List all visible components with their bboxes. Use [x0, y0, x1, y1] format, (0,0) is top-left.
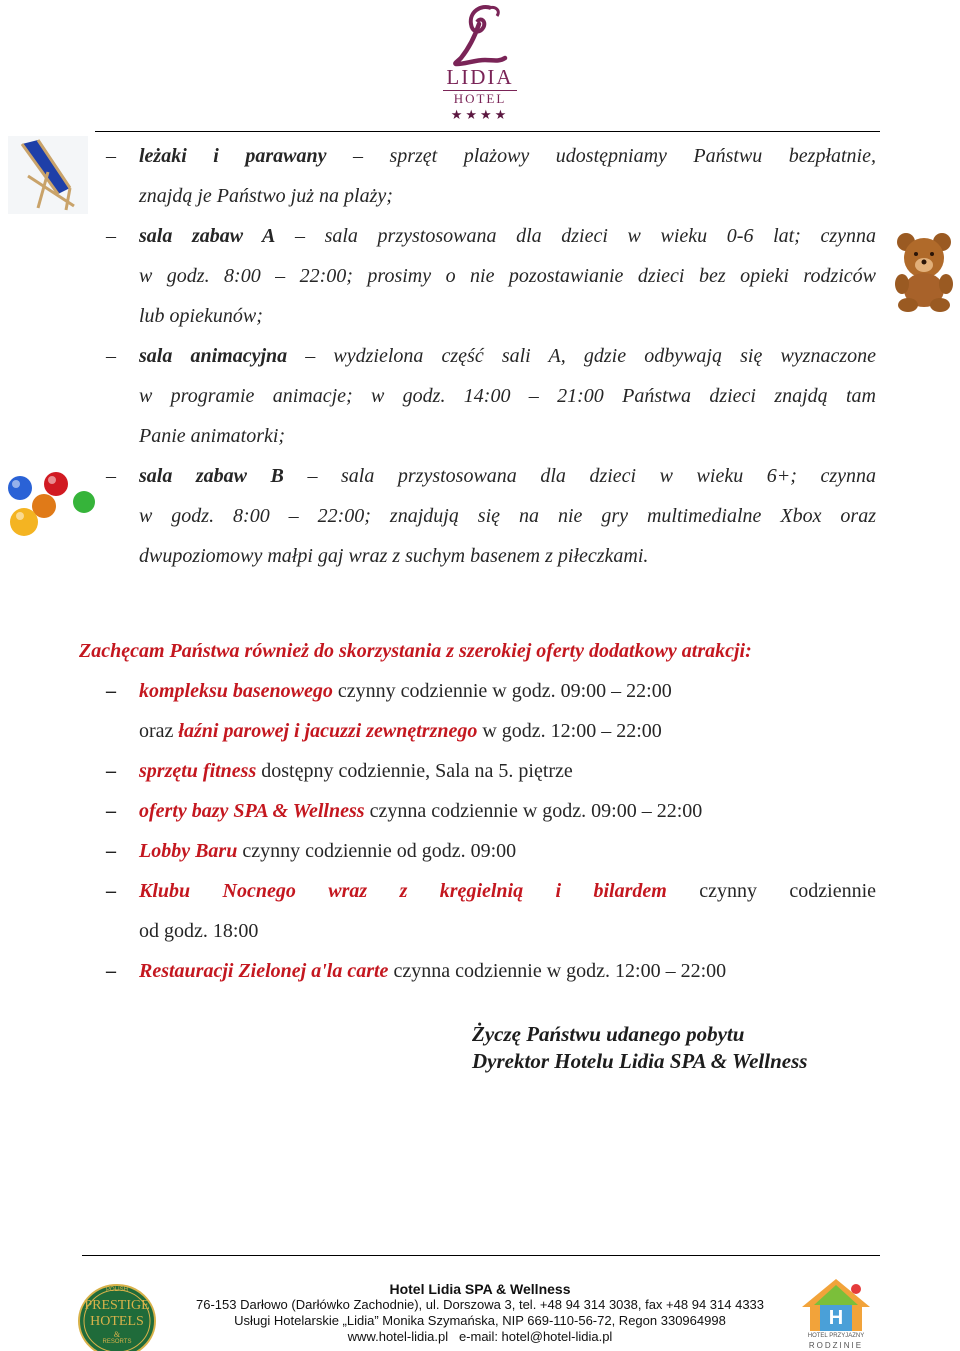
family-badge-line-2: RODZINIE — [808, 1341, 864, 1350]
offer-name: oferty bazy SPA & Wellness — [139, 800, 365, 822]
offer-hours: czynny codziennie od godz. 09:00 — [237, 840, 517, 862]
footer-email-link[interactable]: e-mail: hotel@hotel-lidia.pl — [458, 1329, 613, 1344]
offer-line — [139, 838, 516, 864]
invite-heading: Zachęcam Państwa również do skorzystania z szerokiej oferty dodatkowy atrakcji: — [79, 640, 752, 662]
list-bullet-dash: – — [106, 225, 116, 247]
attraction-name: sala zabaw A — [139, 225, 276, 247]
footer-company: Usługi Hotelarskie „Lidia” Monika Szymańska, NIP 669-110-56-72, Regon 330964998 — [234, 1313, 726, 1328]
attraction-description: dwupoziomowy małpi gaj wraz z suchym basenem z piłeczkami. — [139, 545, 649, 567]
offer-hours: w godz. 12:00 – 22:00 — [477, 720, 662, 742]
offer-name: Klubu Nocnego wraz z kręgielnią i bilardem — [139, 880, 667, 902]
offer-name: kompleksu basenowego — [139, 680, 333, 702]
offer-name: łaźni parowej i jacuzzi zewnętrznego — [178, 720, 478, 742]
signature-line-1: Życzę Państwu udanego pobytu — [472, 1022, 745, 1046]
footer-hotel-name: Hotel Lidia SPA & Wellness — [389, 1281, 571, 1297]
attraction-line — [139, 543, 648, 569]
offer-line — [139, 958, 726, 984]
offer-hours: dostępny codziennie, Sala na 5. piętrze — [256, 760, 573, 782]
attraction-line — [139, 423, 285, 449]
footer-website-link[interactable]: www.hotel-lidia.pl — [347, 1329, 449, 1344]
attraction-line — [139, 303, 263, 329]
attraction-line — [139, 503, 876, 529]
attraction-description: – sprzęt plażowy udostępniamy Państwu bezpłatnie, — [326, 145, 876, 167]
family-friendly-badge — [796, 1275, 876, 1351]
attraction-line — [139, 143, 876, 169]
attraction-name: sala animacyjna — [139, 345, 288, 367]
attraction-description: – wydzielona część sali A, gdzie odbywają się wyznaczone — [287, 345, 876, 367]
footer-address: 76-153 Darłowo (Darłówko Zachodnie), ul. Dorszowa 3, tel. +48 94 314 3038, fax +48 94 314 4333 — [195, 1297, 765, 1312]
offer-hours: czynny codziennie w godz. 09:00 – 22:00 — [332, 680, 672, 702]
attraction-line — [139, 463, 876, 489]
logo-stars: ★★★★ — [450, 107, 510, 122]
prestige-bottom-text: RESORTS — [102, 1339, 132, 1345]
attraction-name: leżaki i parawany — [139, 145, 327, 167]
family-badge-line-1: HOTEL PRZYJAZNY — [807, 1333, 865, 1339]
family-badge-letter: H — [828, 1307, 844, 1329]
colorful-balls-icon — [4, 470, 96, 542]
lidia-monogram-icon — [445, 2, 515, 68]
logo-subtitle: HOTEL — [443, 90, 517, 106]
offer-bullet-dash: – — [106, 760, 116, 782]
offer-name: sprzętu fitness — [139, 760, 257, 782]
offer-bullet-dash: – — [106, 960, 116, 982]
attraction-description: – sala przystosowana dla dzieci w wieku 0-6 lat; czynna — [275, 225, 877, 247]
offer-line — [139, 918, 258, 944]
teddy-bear-icon — [892, 232, 958, 312]
offer-name: Restauracji Zielonej a'la carte — [139, 960, 389, 982]
offer-prefix: oraz — [139, 720, 179, 742]
attraction-description: w programie animacje; w godz. 14:00 – 21:00 Państwa dzieci znajdą tam — [139, 385, 876, 407]
attraction-description: – sala przystosowana dla dzieci w wieku 6+; czynna — [283, 465, 876, 487]
attraction-description: lub opiekunów; — [139, 305, 263, 327]
offer-line — [139, 718, 662, 744]
attraction-description: znajdą je Państwo już na plaży; — [139, 185, 393, 207]
offer-bullet-dash: – — [106, 880, 116, 902]
offer-line — [139, 758, 573, 784]
offer-hours: czynna codziennie w godz. 12:00 – 22:00 — [388, 960, 727, 982]
offer-hours: czynna codziennie w godz. 09:00 – 22:00 — [364, 800, 703, 822]
hotel-logo — [430, 2, 530, 124]
offer-bullet-dash: – — [106, 800, 116, 822]
logo-brand-name: LIDIA — [446, 65, 514, 89]
attraction-description: w godz. 8:00 – 22:00; znajdują się na nie gry multimedialne Xbox oraz — [139, 505, 876, 527]
attraction-line — [139, 343, 876, 369]
attraction-line — [139, 383, 876, 409]
signature-line-2: Dyrektor Hotelu Lidia SPA & Wellness — [472, 1049, 808, 1073]
attraction-description: w godz. 8:00 – 22:00; prosimy o nie pozostawianie dzieci bez opieki rodziców — [139, 265, 876, 287]
list-bullet-dash: – — [106, 465, 116, 487]
prestige-amp: & — [113, 1330, 121, 1339]
attraction-name: sala zabaw B — [139, 465, 284, 487]
list-bullet-dash: – — [106, 345, 116, 367]
footer-rule — [82, 1255, 880, 1256]
attraction-description: Panie animatorki; — [139, 425, 286, 447]
prestige-top-text: POLISH — [105, 1287, 128, 1293]
attraction-line — [139, 263, 876, 289]
list-bullet-dash: – — [106, 145, 116, 167]
offer-hours: czynny codziennie — [666, 880, 876, 902]
header-rule — [95, 131, 880, 132]
offer-line — [139, 878, 876, 904]
offer-bullet-dash: – — [106, 680, 116, 702]
offer-line — [139, 678, 672, 704]
prestige-main-2: HOTELS — [90, 1314, 144, 1329]
attraction-line — [139, 183, 393, 209]
prestige-main-1: PRESTIGE — [84, 1298, 150, 1313]
offer-hours: od godz. 18:00 — [139, 920, 259, 942]
offer-bullet-dash: – — [106, 840, 116, 862]
attraction-line — [139, 223, 876, 249]
footer-contact — [160, 1329, 800, 1345]
offer-name: Lobby Baru — [139, 840, 238, 862]
prestige-hotels-badge — [78, 1283, 156, 1351]
offer-line — [139, 798, 702, 824]
deck-chair-icon — [8, 136, 88, 214]
